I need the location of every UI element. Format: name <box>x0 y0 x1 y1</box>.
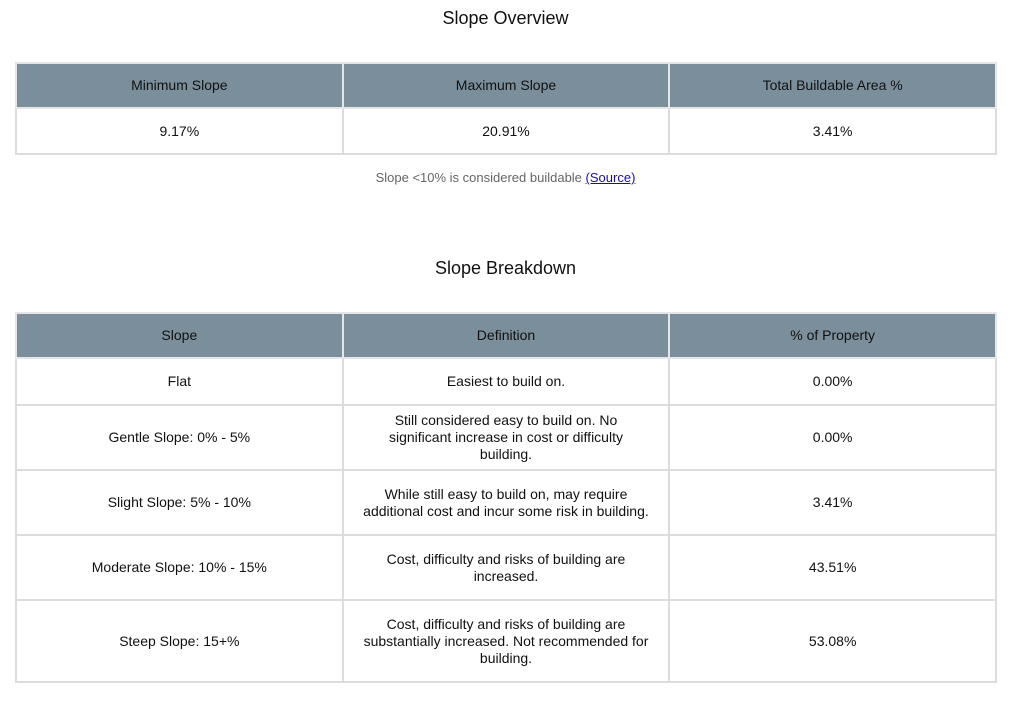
table-row <box>16 535 996 600</box>
percent-cell: 43.51% <box>669 535 996 600</box>
slope-cell: Slight Slope: 5% - 10% <box>16 470 343 535</box>
slope-cell: Moderate Slope: 10% - 15% <box>16 535 343 600</box>
definition-cell: Cost, difficulty and risks of building are substantially increased. Not recommended for building. <box>343 600 670 682</box>
overview-header-row <box>16 63 996 108</box>
total-buildable-area-value: 3.41% <box>669 108 996 154</box>
header-definition: Definition <box>343 313 670 358</box>
percent-cell: 53.08% <box>669 600 996 682</box>
definition-cell: Still considered easy to build on. No significant increase in cost or difficulty building. <box>343 405 670 470</box>
breakdown-title: Slope Breakdown <box>434 258 577 278</box>
minimum-slope-value: 9.17% <box>16 108 343 154</box>
slope-breakdown-table <box>15 312 997 683</box>
table-row <box>16 600 996 682</box>
slope-cell: Flat <box>16 358 343 405</box>
slope-cell: Steep Slope: 15+% <box>16 600 343 682</box>
source-link[interactable]: (Source) <box>585 170 636 185</box>
percent-cell: 3.41% <box>669 470 996 535</box>
definition-cell: Cost, difficulty and risks of building are increased. <box>343 535 670 600</box>
maximum-slope-value: 20.91% <box>343 108 670 154</box>
table-row <box>16 405 996 470</box>
definition-cell: While still easy to build on, may require additional cost and incur some risk in building. <box>343 470 670 535</box>
percent-cell: 0.00% <box>669 358 996 405</box>
table-row <box>16 358 996 405</box>
overview-title: Slope Overview <box>442 8 569 28</box>
header-total-buildable-area: Total Buildable Area % <box>669 63 996 108</box>
buildable-note-text: Slope <10% is considered buildable <box>375 170 582 185</box>
header-slope: Slope <box>16 313 343 358</box>
header-percent-of-property: % of Property <box>669 313 996 358</box>
slope-overview-table <box>15 62 997 155</box>
overview-value-row <box>16 108 996 154</box>
percent-cell: 0.00% <box>669 405 996 470</box>
header-minimum-slope: Minimum Slope <box>16 63 343 108</box>
slope-cell: Gentle Slope: 0% - 5% <box>16 405 343 470</box>
header-maximum-slope: Maximum Slope <box>343 63 670 108</box>
buildable-note <box>0 170 1011 185</box>
breakdown-header-row <box>16 313 996 358</box>
table-row <box>16 470 996 535</box>
definition-cell: Easiest to build on. <box>343 358 670 405</box>
